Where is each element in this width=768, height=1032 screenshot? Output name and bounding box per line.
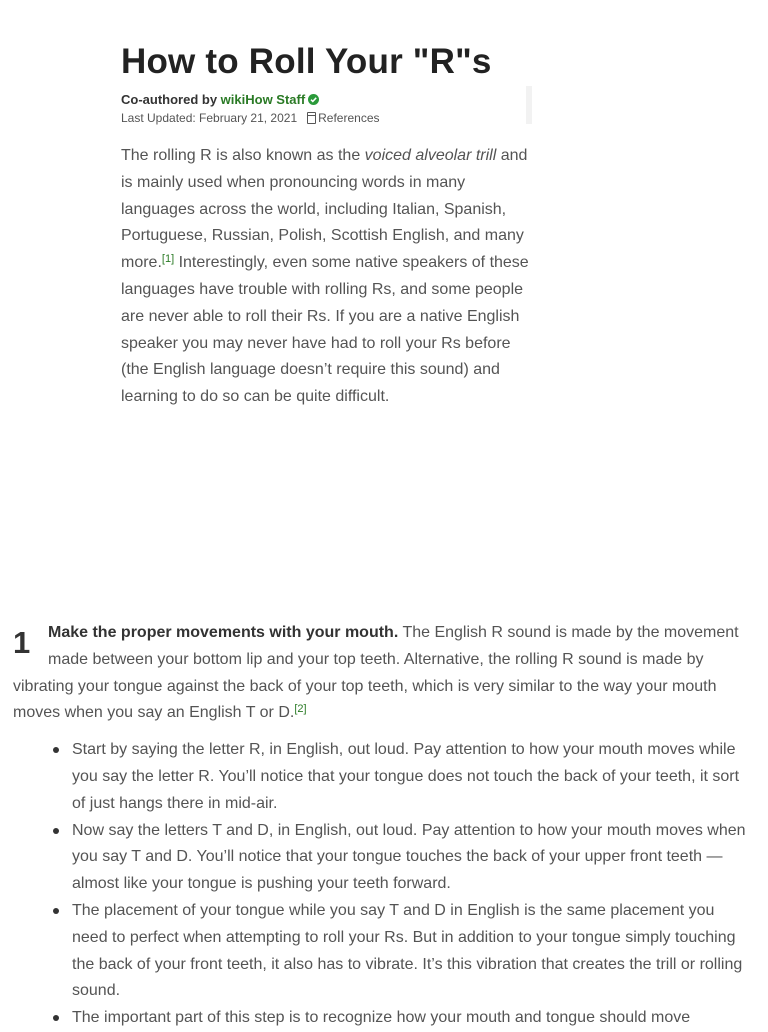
step-text — [13, 620, 753, 727]
article-header — [121, 40, 531, 127]
list-item — [72, 1005, 753, 1032]
author-link[interactable]: wikiHow Staff — [220, 92, 306, 107]
bullet-text: The important part of this step is to recognize how your mouth and tongue should move — [72, 1009, 691, 1027]
intro-section — [121, 143, 541, 411]
bullet-dot-icon — [53, 908, 59, 914]
references-icon[interactable] — [307, 112, 316, 124]
list-item — [72, 898, 753, 1005]
intro-term: voiced alveolar trill — [364, 147, 497, 164]
article-meta — [121, 110, 531, 127]
bullet-text: The placement of your tongue while you say T and D in English is the same placement you need to perfect when attempting to roll your Rs. But in addition to your tongue simply touching the back of your front teeth, it also has to vibrate. It’s this vibration that creates the trill or rolling sound. — [72, 901, 743, 1000]
byline-prefix: Co-authored by — [121, 92, 221, 107]
step-lead: Make the proper movements with your mouth. — [48, 624, 399, 641]
intro-paragraph — [121, 143, 541, 411]
last-updated: Last Updated: February 21, 2021 — [121, 111, 298, 125]
step-body: The English R sound is made by the movement made between your bottom lip and your top teeth. Alternative, the rolling R sound is made by vibrating your tongue against the back of your top teeth, which is very similar to the way your mouth moves when you say an English T or D. — [13, 624, 739, 722]
list-item — [72, 818, 753, 898]
list-item — [72, 737, 753, 817]
bullet-dot-icon — [53, 1015, 59, 1021]
references-link[interactable]: References — [318, 111, 380, 125]
citation-link-2[interactable]: [2] — [294, 703, 307, 716]
bullet-dot-icon — [53, 828, 59, 834]
sidebar-edge — [526, 86, 532, 124]
byline — [121, 91, 531, 109]
bullet-text: Start by saying the letter R, in English, out loud. Pay attention to how your mouth moves while you say the letter R. You’ll notice that your tongue does not touch the back of your teeth, it sort of just hangs there in mid-air. — [72, 741, 740, 812]
step-1 — [13, 620, 753, 1032]
bullet-text: Now say the letters T and D, in English, out loud. Pay attention to how your mouth moves when you say T and D. You’ll notice that your tongue touches the back of your upper front teeth — almost like your tongue is pushing your teeth forward. — [72, 821, 746, 893]
step-bullet-list — [13, 737, 753, 1032]
verified-check-icon — [308, 94, 319, 105]
page-title: How to Roll Your "R"s — [121, 42, 492, 81]
intro-text-3: Interestingly, even some native speakers of these languages have trouble with rolling Rs, and some people are never able to roll their Rs. If you are a native English speaker you may never have had to roll your Rs before (the English language doesn’t require this sound) and learning to do so can be quite difficult. — [121, 254, 529, 406]
step-number: 1 — [13, 625, 31, 660]
citation-link-1[interactable]: [1] — [161, 253, 175, 266]
intro-text-1: The rolling R is also known as the — [121, 147, 365, 164]
bullet-dot-icon — [53, 747, 59, 753]
intro-text-2: and is mainly used when pronouncing words in many languages across the world, including Italian, Spanish, Portuguese, Russian, Polish, Scottish English, and many more. — [121, 147, 528, 272]
